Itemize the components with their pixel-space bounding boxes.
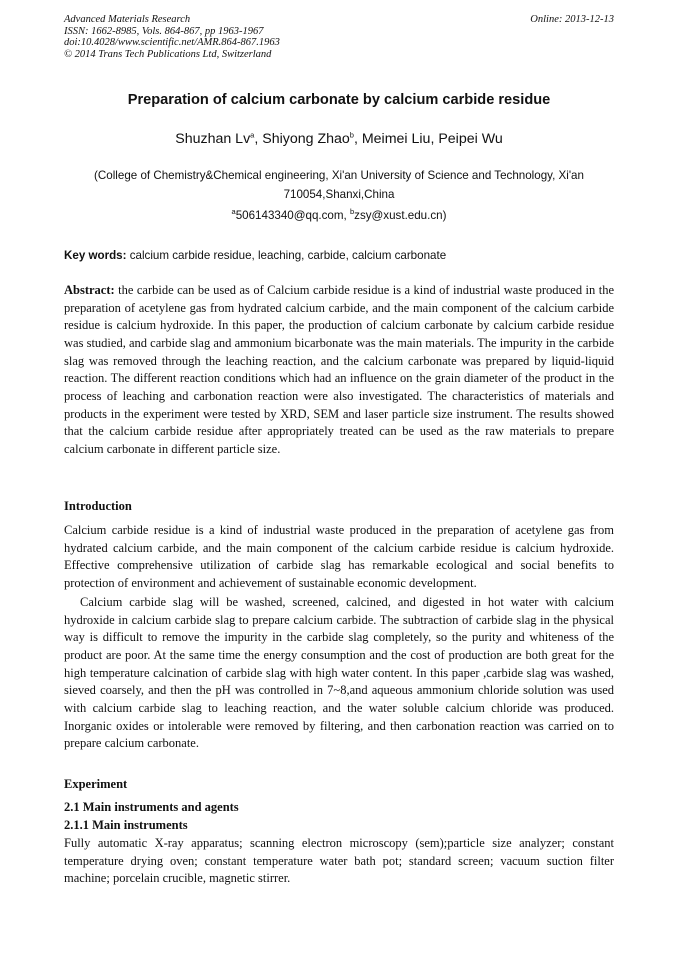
- paper-title: Preparation of calcium carbonate by calcium carbide residue: [127, 92, 551, 108]
- paragraph: Calcium carbide residue is a kind of industrial waste produced in the preparation of acetylene gas from hydrated calcium carbide, and the main component of the calcium carbide residue is calcium hydroxide. Effective comprehensive utilization of carbide slag has remarkable ecological and social benefits to protection of environment and achievement of sustainable economic development.: [64, 523, 614, 590]
- author-superscript: b: [349, 130, 354, 140]
- email-superscript: a: [231, 207, 236, 217]
- issn-line: ISSN: 1662-8985, Vols. 864-867, pp 1963-1967: [64, 25, 264, 37]
- paragraph: Fully automatic X-ray apparatus; scanning electron microscopy (sem);particle size analyzer; constant temperature drying oven; constant temperature water bath pot; standard screen; vacuum suction filter machine; porcelain crucible, magnetic stirrer.: [64, 836, 614, 886]
- keywords: [64, 249, 614, 262]
- keywords-label: Key words:: [64, 249, 127, 262]
- journal-name: Advanced Materials Research: [64, 14, 191, 25]
- author-names-rest: , Meimei Liu, Peipei Wu: [353, 131, 503, 147]
- author-name: Shuzhan Lv: [175, 131, 251, 147]
- affiliation: (College of Chemistry&Chemical engineering, Xi'an University of Science and Technology, Xi'an 710054,Shanxi,China: [94, 169, 584, 201]
- author-superscript: a: [250, 130, 255, 140]
- online-date: Online: 2013-12-13: [530, 14, 614, 25]
- subsection-heading: 2.1.1 Main instruments: [64, 818, 188, 832]
- email-address: zsy@xust.edu.cn): [354, 209, 447, 222]
- subsection-heading: 2.1 Main instruments and agents: [64, 800, 239, 814]
- abstract: [64, 282, 614, 459]
- copyright-line: © 2014 Trans Tech Publications Ltd, Switzerland: [64, 48, 272, 60]
- abstract-text: the carbide can be used as of Calcium carbide residue is a kind of industrial waste produced in the preparation of acetylene gas from hydrated calcium carbide, and the main component of the calcium carbide residue is calcium hydroxide. In this paper, the production of calcium carbonate by calcium carbide residue was studied, and carbide slag and ammonium bicarbonate was the main materials. The impurity in the carbide slag was removed through the leaching reaction, and the calcium carbonate was prepared by liquid-liquid reaction. The different reaction conditions which had an influence on the grain diameter of the product in the process of leaching and carbonation reaction were also investigated. The characteristics of materials and products in the experiment were tested by XRD, SEM and laser particle size instrument. The results showed that the calcium carbide residue after appropriately treated can be used as the raw materials to prepare calcium carbonate in different particle size.: [64, 283, 614, 456]
- email-address: 506143340@qq.com,: [235, 209, 350, 222]
- author-separator: ,: [254, 131, 263, 147]
- author-name: Shiyong Zhao: [262, 131, 350, 147]
- doi-line: doi:10.4028/www.scientific.net/AMR.864-867.1963: [64, 37, 280, 48]
- keywords-text: calcium carbide residue, leaching, carbide, calcium carbonate: [126, 249, 447, 262]
- author-emails: [40, 209, 638, 222]
- section-heading-introduction: Introduction: [64, 499, 132, 513]
- journal-header: [64, 14, 280, 60]
- paragraph: Calcium carbide slag will be washed, screened, calcined, and digested in hot water with calcium hydroxide in calcium carbide slag to prepare calcium carbide. The subtraction of carbide slag in the physical way is difficult to remove the impurity in the carbide slag completely, so the purity and whiteness of the product are poor. At the same time the energy consumption and the cost of production are both great for the high temperature calcination of carbide slag with high water content. In this paper ,carbide slag was washed, sieved coarsely, and then the pH was controlled in 7~8,and aqueous ammonium chloride solution was used with calcium carbide slag to leaching reaction, and the water soluble calcium chloride was produced. Inorganic oxides or intolerable were removed by filtering, and then carbonation reaction was carried on to prepare calcium carbonate.: [64, 595, 614, 751]
- abstract-label: Abstract:: [64, 283, 115, 297]
- author-list: [40, 131, 638, 147]
- section-heading-experiment: Experiment: [64, 777, 128, 791]
- email-superscript: b: [349, 207, 355, 217]
